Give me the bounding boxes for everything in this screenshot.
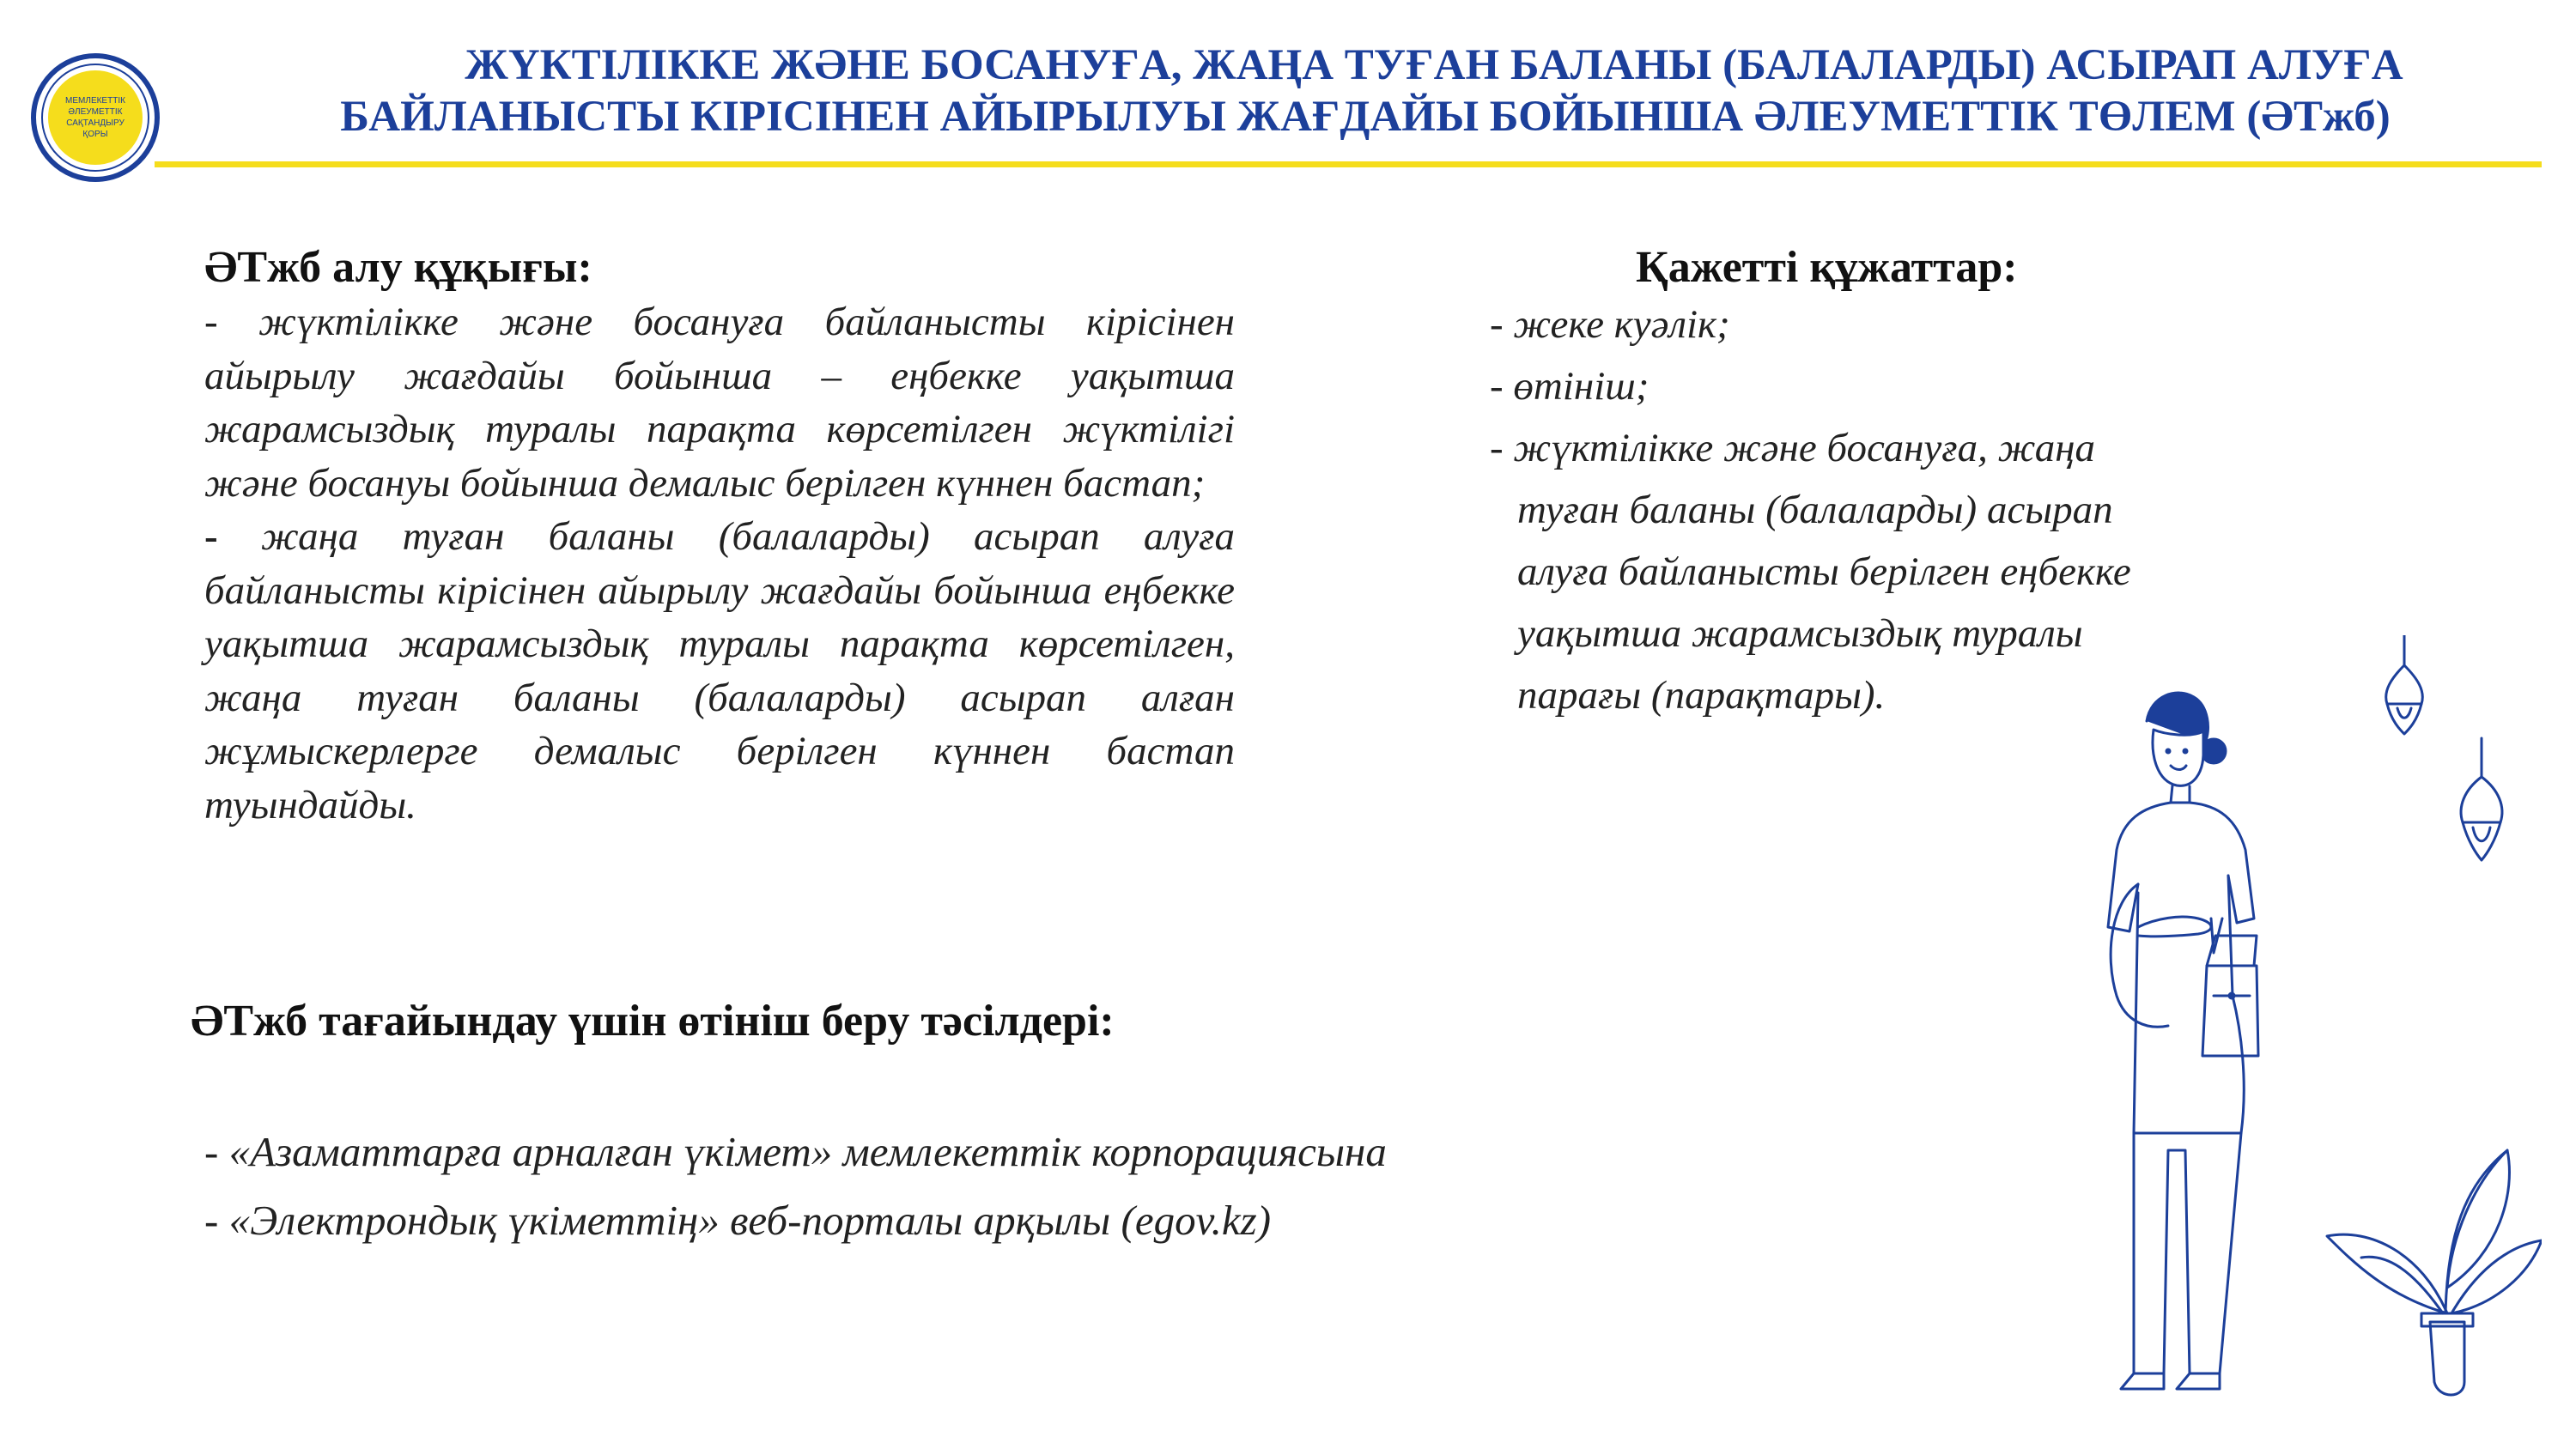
methods-item-1: - «Азаматтарға арналған үкімет» мемлекеттік корпорациясына	[204, 1128, 1387, 1175]
documents-heading: Қажетті құжаттар:	[1636, 243, 2018, 292]
documents-item-3-line-3: алуға байланысты берілген еңбекке	[1517, 549, 2131, 594]
logo-text-3: САҚТАНДЫРУ	[66, 118, 125, 128]
documents-item-3-line-4: уақытша жарамсыздық туралы	[1517, 611, 2083, 656]
rights-heading: ӘТжб алу құқығы:	[204, 243, 592, 292]
pregnant-woman-illustration	[2061, 635, 2542, 1442]
page-title	[223, 39, 2542, 142]
methods-item-2: - «Электрондық үкіметтің» веб-порталы арқылы (egov.kz)	[204, 1197, 1272, 1244]
documents-item-3-line-1: - жүктілікке және босануға, жаңа	[1490, 426, 2096, 470]
methods-list	[204, 1118, 1664, 1255]
rights-item-2	[204, 510, 1235, 832]
documents-item-2: - өтініш;	[1490, 364, 1649, 409]
rights-item-2-text: жаңа туған баланы (балаларды) асырап алуға байланысты кірісінен айырылу жағдайы бойынша еңбекке уақытша жарамсыздық туралы парақта көрсетілген, жаңа туған баланы (балаларды) асырап алған жұмыскерлерге демалыс берілген күннен бастап туындайды.	[204, 514, 1235, 828]
documents-item-1: - жеке куәлік;	[1490, 302, 1730, 347]
hanging-lamp-icon	[2386, 635, 2423, 734]
rights-item-2-dash: -	[204, 514, 218, 559]
title-line-2: БАЙЛАНЫСТЫ КІРІСІНЕН АЙЫРЫЛУЫ ЖАҒДАЙЫ БОЙЫНША ӘЛЕУМЕТТІК ТӨЛЕМ (ӘТжб)	[340, 93, 2391, 141]
logo-text-4: ҚОРЫ	[82, 130, 108, 139]
documents-item-3-line-5: парағы (парақтары).	[1517, 673, 1886, 718]
logo-text-1: МЕМЛЕКЕТТІК	[65, 96, 125, 106]
potted-plant-icon	[2327, 1150, 2542, 1395]
rights-item-1: - жүктілікке және босануға байланысты кірісінен айырылу жағдайы бойынша – еңбекке уақытша жарамсыздық туралы парақта көрсетілген жүктілігі және босануы бойынша демалыс берілген күннен бастап;	[204, 300, 1235, 506]
logo-text-2: ӘЛЕУМЕТТІК	[68, 107, 123, 117]
fund-logo	[31, 53, 160, 182]
title-underline	[155, 161, 2542, 167]
title-line-1: ЖҮКТІЛІККЕ ЖӘНЕ БОСАНУҒА, ЖАҢА ТУҒАН БАЛАНЫ (БАЛАЛАРДЫ) АСЫРАП АЛУҒА	[465, 41, 2403, 89]
hanging-lamp-icon	[2461, 738, 2502, 860]
rights-list	[204, 295, 1235, 832]
woman-figure	[2108, 693, 2258, 1389]
methods-heading: ӘТжб тағайындау үшін өтініш беру тәсілдері:	[191, 997, 1115, 1046]
documents-item-3-line-2: туған баланы (балаларды) асырап	[1517, 488, 2113, 532]
